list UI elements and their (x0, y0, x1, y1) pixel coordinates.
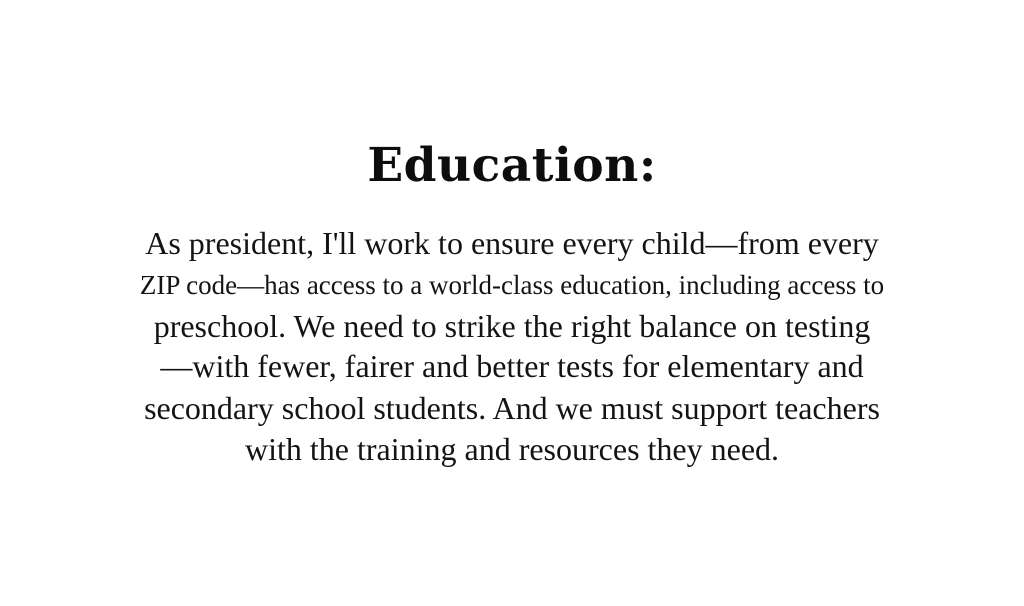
paragraph-line: preschool. We need to strike the right balance on testing (153, 308, 871, 344)
paragraph-line: —with fewer, fairer and better tests for elementary and (160, 348, 864, 384)
paragraph-line: with the training and resources they need. (244, 431, 780, 467)
paragraph-line: ZIP code—has access to a world-class education, including access to (139, 270, 885, 300)
page-title: Education: (367, 138, 657, 193)
paragraph-line: As president, I'll work to ensure every child—from every (145, 225, 879, 261)
paragraph-line: secondary school students. And we must support teachers (144, 390, 880, 426)
education-paragraph (0, 222, 1024, 468)
